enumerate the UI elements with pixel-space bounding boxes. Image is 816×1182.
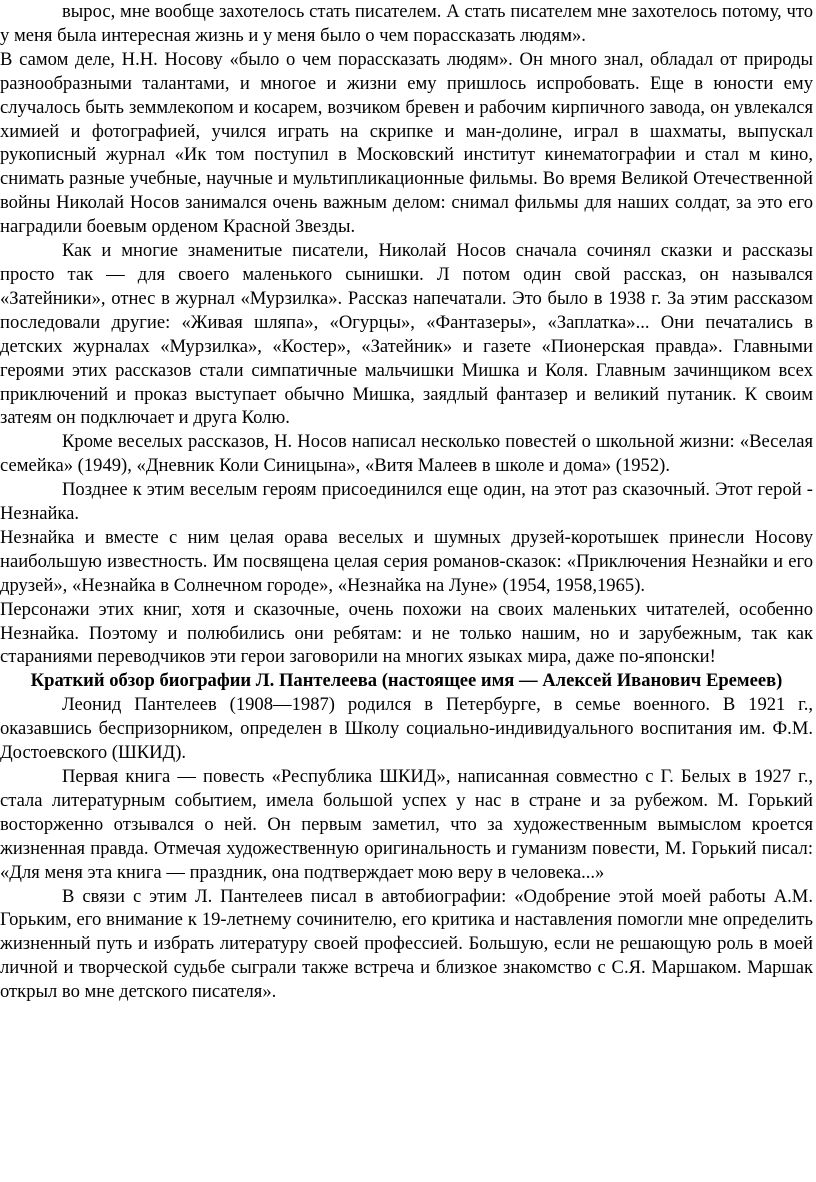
paragraph-3: Как и многие знаменитые писатели, Николай Носов сначала сочинял сказки и рассказы просто так — для своего маленького сынишки. Л потом один свой рассказ, он назывался «Затейники», отнес в журнал «Мурзилка». Рассказ напечатали. Это было в 1938 г. За этим рассказом последовали другие: «Живая шляпа», «Огурцы», «Фантазеры», «Заплатка»... Они печатались в детских журналах «Мурзилка», «Костер», «Затейник» и газете «Пионерская правда». Главными героями этих рассказов стали симпатичные мальчишки Мишка и Коля. Главным зачинщиком всех приключений и проказ выступает обычно Мишка, заядлый фантазер и великий путаник. К своим затеям он подключает и друга Колю. <box>0 240 813 429</box>
section-heading: Краткий обзор биографии Л. Пантелеева (настоящее имя — Алексей Иванович Еремеев) <box>30 670 783 692</box>
paragraph-9: Первая книга — повесть «Республика ШКИД», написанная совместно с Г. Белых в 1927 г., стала литературным событием, имела большой успех у нас в стране и за рубежом. М. Горький восторженно отзывался о ней. Он первым заметил, что за художественным вымыслом кроется жизненная правда. Отмечая художественную оригинальность и гуманизм повести, М. Горький писал: «Для меня эта книга — праздник, она подтверждает мою веру в человека...» <box>0 766 813 883</box>
paragraph-8: Леонид Пантелеев (1908—1987) родился в Петербурге, в семье военного. В 1921 г., оказавшись беспризорником, определен в Школу социально-индивидуального воспитания им. Ф.М. Достоевского (ШКИД). <box>0 694 813 764</box>
paragraph-5: Позднее к этим веселым героям присоединился еще один, на этот раз сказочный. Этот герой - Незнайка. <box>0 479 813 525</box>
paragraph-10: В связи с этим Л. Пантелеев писал в автобиографии: «Одобрение этой моей работы А.М. Горьким, его внимание к 19-летнему сочинителю, его критика и наставления помогли мне определить жизненный путь и избрать литературу своей профессией. Большую, если не решающую роль в моей личной и творческой судьбе сыграли также встреча и близкое знакомство с С.Я. Маршаком. Маршак открыл во мне детского писателя». <box>0 885 813 1003</box>
paragraph-7: Персонажи этих книг, хотя и сказочные, очень похожи на своих маленьких читателей, особенно Незнайка. Поэтому и полюбились они ребятам: и не только нашим, но и зарубежным, так как стараниями переводчиков эти герои заговорили на многих языках мира, даже по-японски! <box>0 598 813 668</box>
paragraph-1: вырос, мне вообще захотелось стать писателем. А стать писателем мне захотелось потому, что у меня была интересная жизнь и у меня было о чем порассказать людям». <box>0 1 813 46</box>
paragraph-4: Кроме веселых рассказов, Н. Носов написал несколько повестей о школьной жизни: «Веселая семейка» (1949), «Дневник Коли Синицына», «Витя Малеев в школе и дома» (1952). <box>0 431 813 477</box>
paragraph-2: В самом деле, Н.Н. Носову «было о чем порассказать людям». Он много знал, обладал от природы разнообразными талантами, и многое и жизни ему пришлось испробовать. Еще в юности ему случалось быть земмлекопом и косарем, возчиком бревен и рабочим кирпичного завода, он увлекался химией и фотографией, учился играть на скрипке и ман-долине, играл в шахматы, выпускал рукописный журнал «Ик том поступил в Московский институт кинематографии и стал м кино, снимать разные учебные, научные и мультипликационные фильмы. Во время Великой Отечественной войны Николай Носов занимался очень важным делом: снимал фильмы для наших солдат, за это его наградили боевым орденом Красной Звезды. <box>0 48 813 238</box>
paragraph-6: Незнайка и вместе с ним целая орава веселых и шумных друзей-коротышек принесли Носову наибольшую известность. Им посвящена целая серия романов-сказок: «Приключения Незнайки и его друзей», «Незнайка в Солнечном городе», «Незнайка на Луне» (1954, 1958,1965). <box>0 526 813 596</box>
